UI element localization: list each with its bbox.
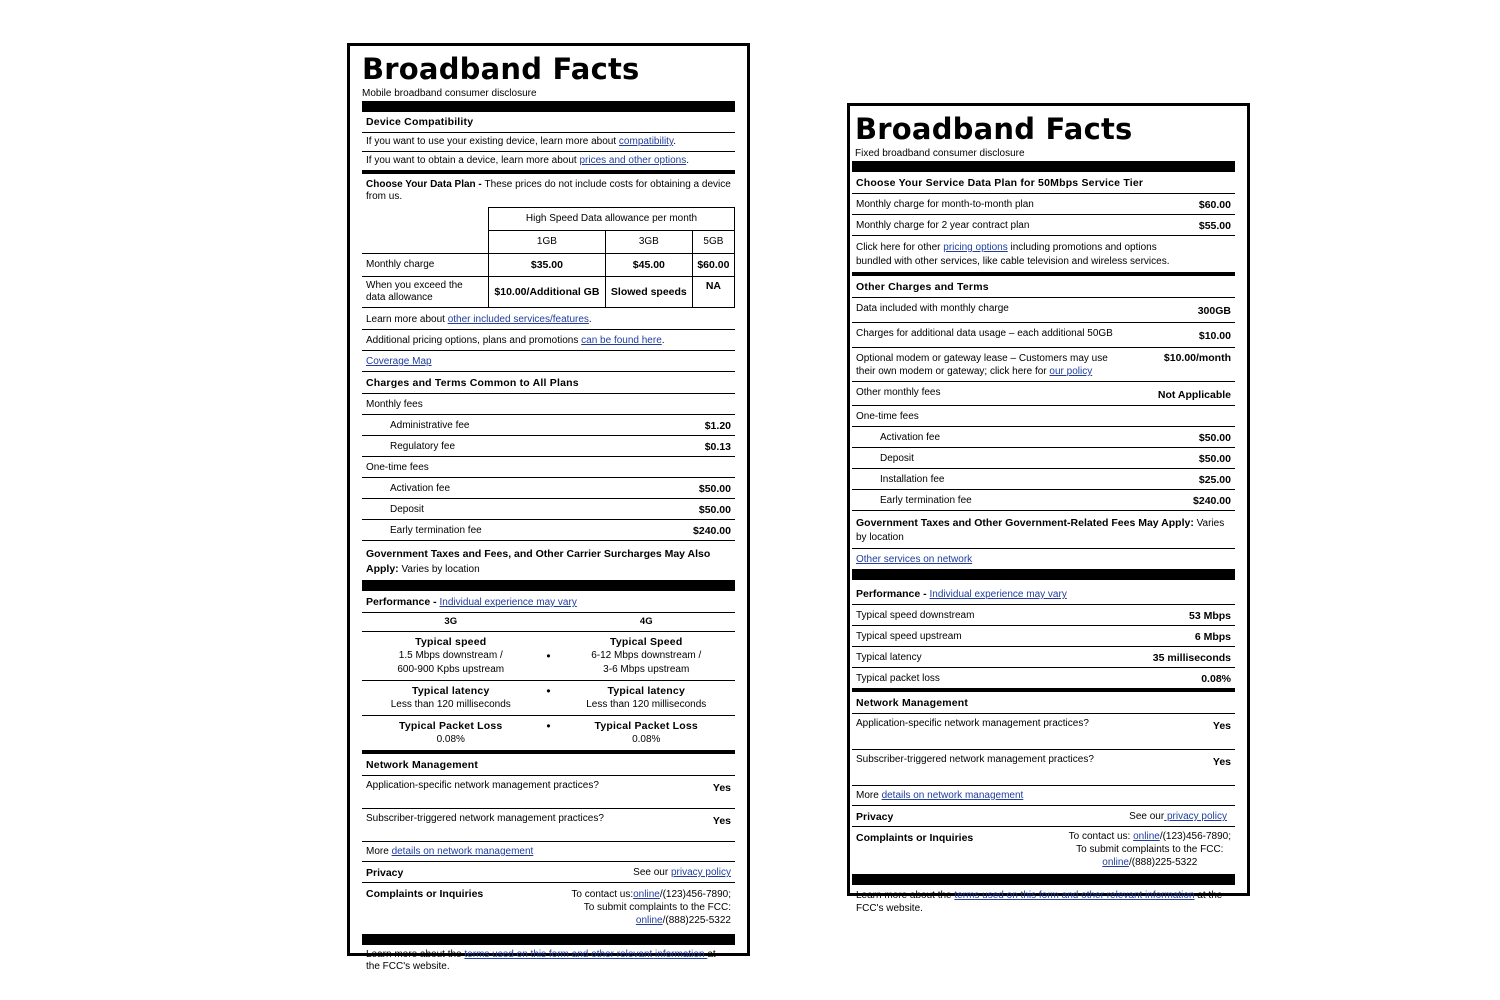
fixed-early-row: Early termination fee $240.00 [852,490,1235,511]
bullet-icon: • [546,649,551,663]
modem-lease-value: $10.00/month [1163,352,1231,364]
tier-1gb: 1GB [489,231,606,254]
bullet-icon: • [546,684,551,698]
other-services-network-link[interactable]: Other services on network [856,554,973,565]
monthly-fees-label: Monthly fees [362,394,735,415]
found-here-link[interactable]: can be found here [581,335,662,346]
fixed-individual-experience-link[interactable]: Individual experience may vary [929,589,1067,600]
fixed-app-row: Application-specific network management practices? Yes [852,714,1235,750]
exceed-5gb: NA [692,277,734,308]
m2m-value: $60.00 [1198,199,1231,211]
allowance-header: High Speed Data allowance per month [489,208,735,231]
reg-fee-value: $0.13 [704,441,731,453]
other-charges-heading: Other Charges and Terms [852,276,1235,298]
mobile-title: Broadband Facts [362,52,640,86]
fixed-subtitle: Fixed broadband consumer disclosure [855,148,1025,159]
fixed-performance-heading: Performance - Individual experience may vary [852,580,1235,605]
contact-online-link[interactable]: online [633,889,660,900]
activation-fee-value: $50.00 [698,483,731,495]
mobile-broadband-label [347,43,750,972]
coverage-map-link[interactable]: Coverage Map [366,356,432,367]
other-services-link[interactable]: other included services/features [447,314,589,325]
device-compat-row-existing: If you want to use your existing device, learn more about compatibility. [362,133,735,152]
fixed-sub-value: Yes [1212,756,1231,768]
fixed-terms-link[interactable]: terms used on this form and other relevant information [954,890,1195,901]
exceed-label: When you exceed the data allowance [362,277,489,308]
fixed-footer-row: Learn more about the terms used on this form and other relevant information at the FCC's website. [856,890,1223,914]
data-plan-table [362,207,735,308]
monthly-charge-1gb: $35.00 [489,254,606,277]
compatibility-link[interactable]: compatibility [618,136,674,147]
modem-lease-row: Optional modem or gateway lease – Customers may use their own modem or gateway; click here for our policy $10.00/month [852,348,1235,382]
latency-row: Typical latency 35 milliseconds [852,647,1235,668]
fixed-activation-value: $50.00 [1198,432,1231,444]
perf-loss-row: Typical Packet Loss 0.08% • Typical Packet Loss 0.08% [399,719,698,745]
other-monthly-value: Not Applicable [1157,389,1231,401]
monthly-charge-label: Monthly charge [362,254,489,277]
packet-loss-row: Typical packet loss 0.08% [856,673,1231,685]
performance-heading: Performance - Individual experience may vary [362,591,735,613]
fixed-early-value: $240.00 [1193,495,1231,507]
divider-bar [852,874,1235,885]
perf-speed-row: Typical speed 1.5 Mbps downstream / 600-900 Kpbs upstream • Typical Speed 6-12 Mbps downstream / 3-6 Mbps upstream [362,632,735,681]
fixed-gov-row: Government Taxes and Other Government-Related Fees May Apply: Varies by location [852,511,1235,549]
exceed-3gb: Slowed speeds [605,277,692,308]
fixed-privacy-policy-link[interactable]: privacy policy [1164,811,1227,822]
gov-taxes-row: Government Taxes and Fees, and Other Carrier Surcharges May Also Apply: Varies by location [366,548,711,575]
fixed-deposit-row: Deposit $50.00 [852,448,1235,469]
packet-loss-value: 0.08% [1201,673,1231,685]
pricing-options-link[interactable]: pricing options [943,242,1008,253]
fcc-online-link[interactable]: online [635,915,663,926]
fixed-deposit-value: $50.00 [1198,453,1231,465]
prices-options-link[interactable]: prices and other options [579,155,687,166]
early-termination-row: Early termination fee $240.00 [362,520,735,541]
fixed-install-value: $25.00 [1198,474,1231,486]
fixed-install-row: Installation fee $25.00 [852,469,1235,490]
subscriber-triggered-value: Yes [712,815,731,827]
activation-fee-row: Activation fee $50.00 [362,478,735,499]
divider-bar [362,580,735,591]
subscriber-triggered-row: Subscriber-triggered network management practices? Yes [362,809,735,842]
device-compat-row-obtain: If you want to obtain a device, learn more about prices and other options. [366,155,689,166]
fixed-one-time-label: One-time fees [852,406,1235,427]
complaints-row: Complaints or Inquiries To contact us:online/(123)456-7890; To submit complaints to the FCC: online/(888)225-5322 [366,888,731,926]
divider-bar [852,569,1235,580]
tier-3gb: 3GB [605,231,692,254]
tier-5gb: 5GB [692,231,734,254]
fixed-complaints-row: Complaints or Inquiries To contact us: online/(123)456-7890; To submit complaints to the FCC: online/(888)225-5322 [856,831,1231,868]
mobile-subtitle: Mobile broadband consumer disclosure [362,88,537,99]
deposit-value: $50.00 [698,504,731,516]
divider-bar [362,934,735,945]
privacy-policy-link[interactable]: privacy policy [670,867,731,878]
perf-latency-row: Typical latency Less than 120 milliseconds • Typical latency Less than 120 milliseconds [362,681,735,716]
bullet-icon: • [546,719,551,733]
fixed-contact-online-link[interactable]: online [1133,831,1160,842]
privacy-row: Privacy See our privacy policy [362,862,735,883]
network-details-link[interactable]: details on network management [391,846,534,857]
footer-row: Learn more about the terms used on this form and other relevant information at the FCC's website. [366,949,716,972]
admin-fee-value: $1.20 [704,420,731,432]
terms-link[interactable]: terms used on this form and other relevant information [464,949,708,960]
individual-experience-link[interactable]: Individual experience may vary [439,597,577,608]
downstream-value: 53 Mbps [1188,610,1231,622]
contract-value: $55.00 [1198,220,1231,232]
our-policy-link[interactable]: our policy [1049,366,1093,377]
fixed-network-details-link[interactable]: details on network management [881,790,1024,801]
other-services-row [852,549,1235,569]
data-included-row: Data included with monthly charge 300GB [852,298,1235,323]
app-specific-row: Application-specific network management practices? Yes [362,776,735,809]
latency-value: 35 milliseconds [1152,652,1231,664]
exceed-1gb: $10.00/Additional GB [489,277,606,308]
other-monthly-row: Other monthly fees Not Applicable [852,382,1235,406]
fixed-app-value: Yes [1212,720,1231,732]
upstream-value: 6 Mbps [1194,631,1231,643]
monthly-charge-3gb: $45.00 [605,254,692,277]
network-details-row: More details on network management [362,842,735,862]
divider-bar [362,101,735,112]
additional-data-value: $10.00 [1198,330,1231,342]
fixed-plan-heading: Choose Your Service Data Plan for 50Mbps Service Tier [852,172,1235,194]
charges-heading: Charges and Terms Common to All Plans [362,372,735,394]
downstream-row: Typical speed downstream 53 Mbps [852,605,1235,626]
one-time-fees-label: One-time fees [362,457,735,478]
reg-fee-row: Regulatory fee $0.13 [362,436,735,457]
fixed-broadband-label [847,103,1250,914]
fixed-network-details-row: More details on network management [852,786,1235,806]
data-included-value: 300GB [1197,305,1231,317]
app-specific-value: Yes [712,782,731,794]
monthly-charge-5gb: $60.00 [692,254,734,277]
fixed-sub-row: Subscriber-triggered network management practices? Yes [852,750,1235,786]
additional-pricing-row: Additional pricing options, plans and promotions can be found here. [362,330,735,351]
device-compat-heading: Device Compatibility [362,112,735,133]
fixed-title: Broadband Facts [855,112,1133,146]
m2m-row: Monthly charge for month-to-month plan $60.00 [852,194,1235,215]
fixed-network-heading: Network Management [852,692,1235,714]
fixed-privacy-row: Privacy See our privacy policy [852,806,1235,827]
data-plan-heading: Choose Your Data Plan - These prices do not include costs for obtaining a device from us. [366,179,731,202]
upstream-row: Typical speed upstream 6 Mbps [852,626,1235,647]
fixed-fcc-online-link[interactable]: online [1102,857,1129,868]
network-mgmt-heading: Network Management [362,754,735,776]
contract-row: Monthly charge for 2 year contract plan $55.00 [852,215,1235,236]
admin-fee-row: Administrative fee $1.20 [362,415,735,436]
deposit-row: Deposit $50.00 [362,499,735,520]
learn-more-row: Learn more about other included services/features. [362,308,735,330]
fixed-activation-row: Activation fee $50.00 [852,427,1235,448]
pricing-options-row: Click here for other pricing options including promotions and options bundled with other services, like cable television and wireless services. [856,242,1170,267]
divider-bar [852,161,1235,172]
early-termination-value: $240.00 [693,525,731,537]
coverage-map-row [362,351,735,372]
additional-data-row: Charges for additional data usage – each additional 50GB $10.00 [852,323,1235,348]
perf-tech-header: 3G 4G [362,613,735,632]
